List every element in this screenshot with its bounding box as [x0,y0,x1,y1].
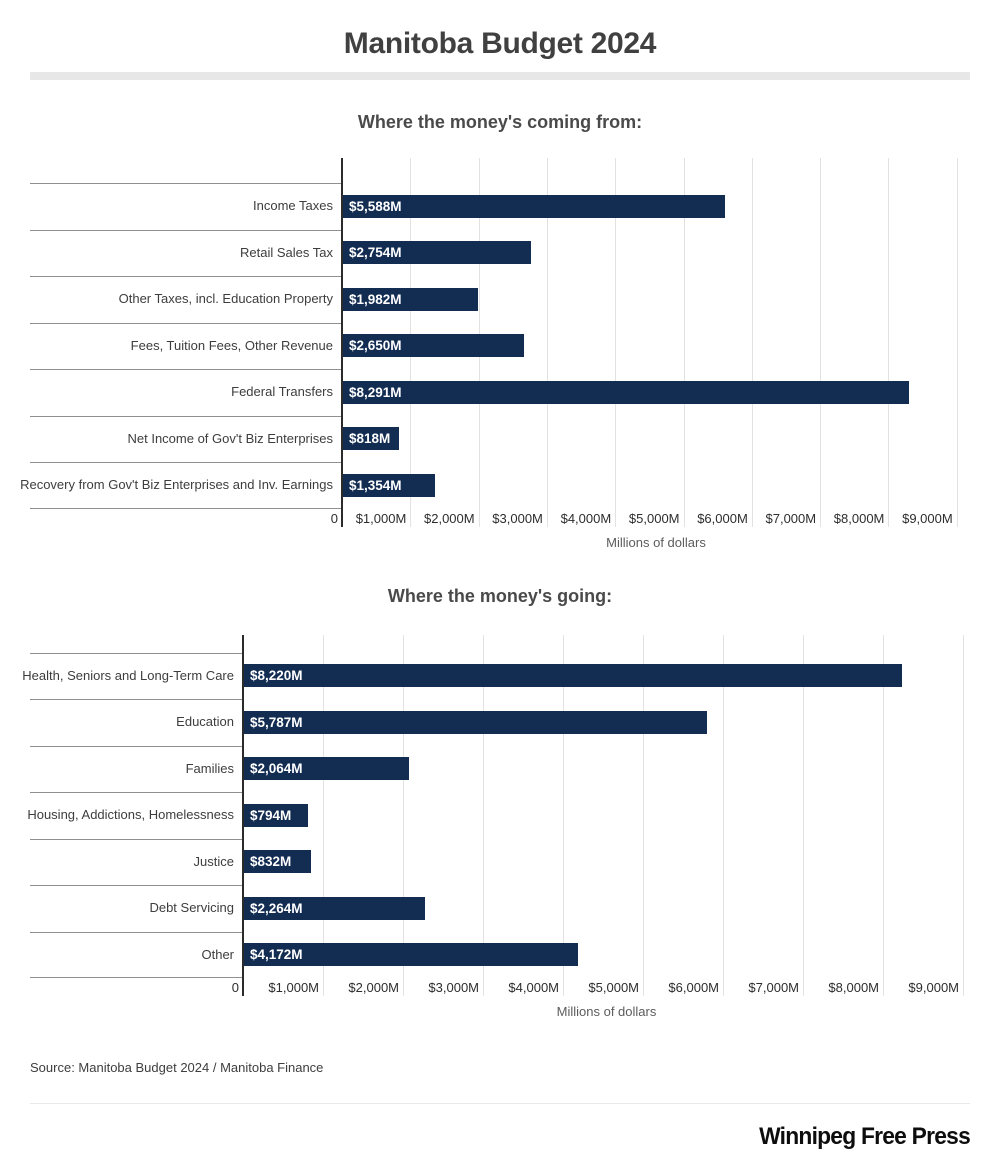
bar-value-label: $794M [250,807,292,823]
rows [22,635,970,979]
bar-value-label: $2,264M [250,900,303,916]
axis-caption: Millions of dollars [606,534,706,550]
table-row [30,699,970,746]
table-row [30,323,970,370]
bar-value-label: $2,064M [250,761,303,776]
bar-value-label: $5,787M [250,714,303,730]
source-note: Source: Manitoba Budget 2024 / Manitoba Finance [30,1060,324,1075]
table-row [30,746,970,793]
bar [343,381,909,404]
bar-value-label: $5,588M [349,198,402,214]
row-label: Other Taxes, incl. Education Property [118,291,333,306]
tick-label: $1,000M [268,980,319,995]
tick-label: $7,000M [748,980,799,995]
row-label: Education [176,714,234,729]
row-label: Retail Sales Tax [240,244,333,260]
charts-container [20,111,970,1020]
table-row [30,416,970,463]
tick-label: $9,000M [908,980,959,995]
tick-labels [30,509,970,529]
bar-value-label: $818M [349,431,391,446]
bar-value-label: $8,220M [250,668,303,683]
tick-label: $8,000M [828,980,879,995]
row-label: Net Income of Gov't Biz Enterprises [127,430,333,446]
row-label: Recovery from Gov't Biz Enterprises and Inv. Earnings [20,477,333,492]
axis-line [341,158,343,527]
tick-labels [30,978,970,998]
tick-label: 0 [231,980,239,995]
bar [244,804,308,827]
plot-area [20,158,970,509]
row-label: Justice [193,853,234,869]
table-row [30,183,970,230]
table-row [30,369,970,416]
bar-value-label: $2,754M [349,245,402,260]
tick-label: $4,000M [560,510,612,526]
table-row [20,462,970,509]
tick-label: $8,000M [833,510,885,526]
footer-divider [30,1103,970,1104]
bar-value-label: $4,172M [250,947,303,962]
table-row [30,276,970,323]
chart-section-spending [22,585,970,1021]
bar-value-label: $8,291M [349,384,402,400]
axis-caption: Millions of dollars [556,1004,657,1019]
table-row [30,885,970,932]
tick-label: $1,000M [355,510,407,526]
bar [244,897,425,920]
bar [343,241,531,264]
axis-line [242,635,244,997]
row-label: Families [185,760,234,776]
row-label: Health, Seniors and Long-Term Care [22,667,234,683]
bar [244,711,707,734]
bar [343,474,435,497]
tick-label: $9,000M [902,510,953,526]
publisher-logo: Winnipeg Free Press [759,1123,970,1150]
row-label: Federal Transfers [231,384,333,399]
plot-area [22,635,970,979]
tick-label: $6,000M [668,980,719,995]
tick-label: $4,000M [508,980,559,995]
chart-title: Where the money's going: [387,585,613,606]
bar-value-label: $832M [250,854,292,869]
tick-label: $5,000M [588,980,639,995]
bar [244,943,578,966]
bar-value-label: $2,650M [349,338,402,353]
table-row [27,792,970,839]
tick-label: $5,000M [628,510,680,526]
tick-label: $3,000M [492,510,543,526]
bar [244,664,902,687]
chart-section-revenue [20,111,970,551]
bar [343,288,478,311]
bar-value-label: $1,982M [349,291,402,307]
rows [20,158,970,509]
tick-label: $2,000M [348,980,399,995]
title-divider [30,72,970,80]
tick-label: $6,000M [697,510,748,526]
bar [244,850,311,873]
bar [343,334,524,357]
chart-title: Where the money's coming from: [357,112,643,132]
bar-value-label: $1,354M [349,477,402,493]
bar [244,757,409,780]
table-row [30,932,970,979]
row-label: Income Taxes [253,198,333,213]
bar [343,427,399,450]
tick-label: 0 [330,510,338,526]
tick-label: $3,000M [428,980,479,995]
table-row [30,230,970,277]
tick-label: $2,000M [424,510,475,526]
table-row [30,839,970,886]
bar [343,195,725,218]
tick-label: $7,000M [765,510,817,526]
row-label: Other [201,946,234,962]
page-title: Manitoba Budget 2024 [343,27,657,60]
table-row [22,653,970,700]
row-label: Housing, Addictions, Homelessness [27,807,234,822]
row-label: Debt Servicing [149,900,234,915]
row-label: Fees, Tuition Fees, Other Revenue [130,337,333,353]
